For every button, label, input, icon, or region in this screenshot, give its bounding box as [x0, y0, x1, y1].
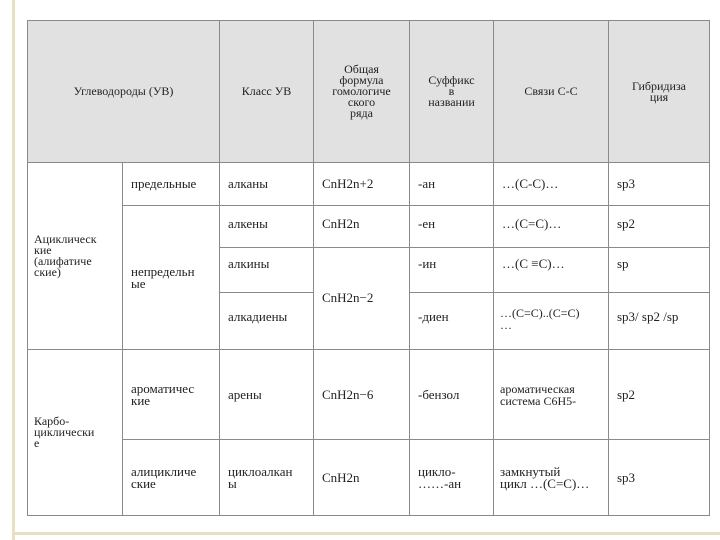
grid-line [709, 20, 710, 516]
cell-suffix: -ен [418, 216, 436, 231]
group-carbocyclic: Карбо- циклически е [34, 414, 95, 450]
cell-hybridization: sp3/ sp2 /sp [617, 309, 679, 324]
cell-class: алкены [228, 216, 268, 231]
cell-suffix: -диен [418, 309, 449, 324]
cell-formula: CnH2n−6 [322, 386, 374, 402]
header-class: Класс УВ [241, 84, 292, 98]
cell-class: алкины [228, 256, 270, 271]
header-bonds: Связи С-С [524, 84, 578, 98]
slide-frame-bottom [12, 532, 720, 535]
cell-formula: CnH2n [322, 216, 360, 231]
cell-hybridization: sp3 [617, 469, 636, 485]
cell-bonds: …(С ≡С)… [502, 256, 565, 271]
cell-hybridization: sp [617, 256, 629, 271]
subgroup-saturated: предельные [131, 176, 197, 191]
cell-suffix: -ан [418, 176, 436, 191]
header-hybridization: Гибридиза ция [631, 78, 687, 104]
cell-formula: CnH2n+2 [322, 176, 374, 191]
cell-class: алканы [228, 176, 268, 191]
slide-frame-left [12, 0, 15, 540]
cell-class: циклоалкан ы [228, 463, 293, 491]
header-suffix: Суффикс в названии [428, 73, 475, 109]
cell-bonds: …(С-С)… [502, 176, 559, 191]
subgroup-unsaturated: непредельн ые [131, 263, 195, 291]
cell-bonds: …(С=С)… [502, 216, 562, 231]
cell-suffix: -ин [418, 256, 437, 271]
cell-bonds: ароматическая система С6Н5- [500, 381, 577, 408]
header-general-formula: Общая формула гомологиче ского ряда [332, 62, 391, 120]
cell-formula: CnH2n [322, 469, 360, 485]
cell-suffix: -бензол [418, 386, 460, 402]
cell-formula: CnH2n−2 [322, 290, 374, 305]
subgroup-alicyclic: алицикличе ские [131, 463, 197, 491]
group-acyclic: Ациклическ кие (алифатиче ские) [34, 232, 97, 279]
cell-hybridization: sp2 [617, 386, 636, 402]
cell-class: арены [228, 386, 262, 402]
header-hydrocarbons: Углеводороды (УВ) [73, 84, 174, 98]
cell-hybridization: sp2 [617, 216, 636, 231]
cell-bonds: …(С=С)..(С=С) … [500, 306, 580, 332]
cell-suffix: цикло- ……-ан [418, 463, 462, 491]
cell-hybridization: sp3 [617, 176, 636, 191]
subgroup-aromatic: ароматичес кие [131, 380, 195, 408]
cell-bonds: замкнутый цикл …(С=С)… [500, 463, 590, 491]
cell-class: алкадиены [228, 309, 288, 324]
